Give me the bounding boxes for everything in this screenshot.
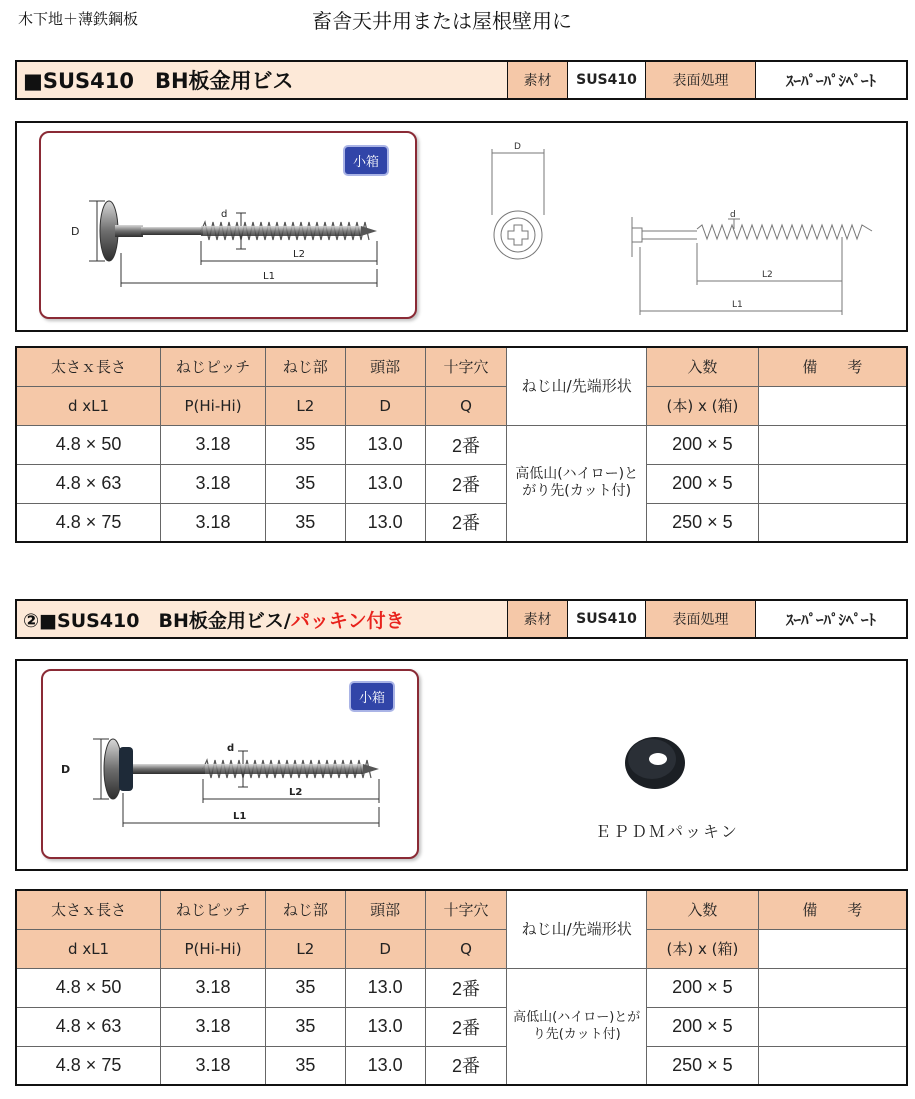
product-2-photo	[41, 669, 419, 859]
epdm-washer-image	[620, 733, 690, 793]
packing-label: パッキン付き	[290, 609, 405, 632]
cell-quantity: 200 × 5	[647, 464, 759, 503]
surface-label: 表面処理	[646, 601, 756, 637]
dim-L2-label: L2	[289, 787, 303, 798]
cell-pitch: 3.18	[161, 503, 266, 542]
table-row	[16, 503, 907, 542]
cell-pitch: 3.18	[161, 464, 266, 503]
cell-remarks	[758, 503, 907, 542]
cell-recess: 2番	[425, 968, 507, 1007]
small-box-badge: 小箱	[343, 145, 389, 176]
col-remarks: 備 考	[758, 347, 907, 386]
material-label: 素材	[508, 601, 568, 637]
cell-thread: 35	[265, 1007, 345, 1046]
cell-head: 13.0	[345, 968, 425, 1007]
product-2-name: ②■SUS410 BH板金用ビス/ パッキン付き	[17, 601, 508, 637]
table-row	[16, 968, 907, 1007]
dim-L1-label: L1	[233, 811, 247, 822]
col-remarks: 備 考	[758, 890, 907, 929]
cell-head: 13.0	[345, 425, 425, 464]
col-thread-sub: L2	[265, 386, 345, 425]
col-thread: ねじ部	[265, 890, 345, 929]
screw-technical-drawing	[422, 125, 892, 330]
product-2-title-bar	[15, 599, 908, 639]
table-row	[16, 1007, 907, 1046]
usage-title: 畜舎天井用または屋根壁用に	[312, 9, 572, 33]
cell-recess: 2番	[425, 464, 507, 503]
material-label: 素材	[508, 62, 568, 98]
cell-thread-shape: 高低山(ハイロー)とがり先(カット付)	[507, 968, 647, 1085]
col-thread: ねじ部	[265, 347, 345, 386]
col-quantity-sub: (本) x (箱)	[647, 929, 759, 968]
cell-pitch: 3.18	[161, 1046, 266, 1085]
drawing-L1-label: L1	[732, 300, 743, 310]
cell-size: 4.8 × 50	[16, 968, 161, 1007]
small-box-badge: 小箱	[349, 681, 395, 712]
dim-L1-label: L1	[263, 271, 275, 282]
cell-thread: 35	[265, 1046, 345, 1085]
col-quantity: 入数	[647, 347, 759, 386]
col-head-sub: D	[345, 386, 425, 425]
cell-pitch: 3.18	[161, 1007, 266, 1046]
drawing-d-label: d	[730, 210, 736, 220]
screw-photo-illustration	[41, 133, 415, 317]
cell-size: 4.8 × 75	[16, 1046, 161, 1085]
drawing-L2-label: L2	[762, 270, 773, 280]
col-recess-sub: Q	[425, 929, 507, 968]
cell-recess: 2番	[425, 503, 507, 542]
cell-thread: 35	[265, 503, 345, 542]
table-header-row-2	[16, 929, 907, 968]
cell-head: 13.0	[345, 1046, 425, 1085]
cell-quantity: 200 × 5	[647, 425, 759, 464]
col-remarks-sub	[758, 386, 907, 425]
col-pitch: ねじピッチ	[161, 347, 266, 386]
col-quantity: 入数	[647, 890, 759, 929]
cell-thread: 35	[265, 464, 345, 503]
cell-thread: 35	[265, 968, 345, 1007]
table-row	[16, 1046, 907, 1085]
col-recess-sub: Q	[425, 386, 507, 425]
table-header-row-1	[16, 890, 907, 929]
cell-head: 13.0	[345, 503, 425, 542]
col-pitch-sub: P(Hi-Hi)	[161, 386, 266, 425]
dim-d-label: d	[221, 209, 228, 220]
cell-quantity: 250 × 5	[647, 1046, 759, 1085]
col-head-sub: D	[345, 929, 425, 968]
material-note: 木下地＋薄鉄鋼板	[18, 10, 139, 28]
dim-L2-label: L2	[293, 249, 305, 260]
table-row	[16, 425, 907, 464]
product-2-spec-table	[15, 889, 908, 1086]
product-1-photo	[39, 131, 417, 319]
surface-value: ｽｰﾊﾟｰﾊﾟｼﾍﾟｰﾄ	[756, 62, 906, 98]
surface-value: ｽｰﾊﾟｰﾊﾟｼﾍﾟｰﾄ	[756, 601, 906, 637]
cell-size: 4.8 × 75	[16, 503, 161, 542]
product-1-image-box	[15, 121, 908, 332]
col-pitch-sub: P(Hi-Hi)	[161, 929, 266, 968]
dim-D-label: D	[61, 763, 71, 776]
col-size: 太さｘ長さ	[16, 347, 161, 386]
table-header-row-1	[16, 347, 907, 386]
cell-pitch: 3.18	[161, 425, 266, 464]
cell-thread-shape: 高低山(ハイロー)とがり先(カット付)	[507, 425, 647, 542]
col-size-sub: d xL1	[16, 386, 161, 425]
cell-remarks	[758, 464, 907, 503]
cell-thread: 35	[265, 425, 345, 464]
product-1-name: ■SUS410 BH板金用ビス	[17, 62, 508, 98]
screw-with-washer-illustration	[43, 671, 417, 857]
cell-pitch: 3.18	[161, 968, 266, 1007]
col-recess: 十字穴	[425, 890, 507, 929]
col-size-sub: d xL1	[16, 929, 161, 968]
cell-head: 13.0	[345, 1007, 425, 1046]
cell-recess: 2番	[425, 1007, 507, 1046]
cell-remarks	[758, 1007, 907, 1046]
cell-quantity: 200 × 5	[647, 968, 759, 1007]
dim-d-label: d	[227, 743, 235, 754]
surface-label: 表面処理	[646, 62, 756, 98]
cell-size: 4.8 × 50	[16, 425, 161, 464]
table-row	[16, 464, 907, 503]
drawing-D-label: D	[514, 142, 521, 152]
col-recess: 十字穴	[425, 347, 507, 386]
cell-remarks	[758, 1046, 907, 1085]
col-head: 頭部	[345, 890, 425, 929]
col-quantity-sub: (本) x (箱)	[647, 386, 759, 425]
cell-recess: 2番	[425, 1046, 507, 1085]
product-2-image-box	[15, 659, 908, 871]
product-1-spec-table	[15, 346, 908, 543]
col-size: 太さｘ長さ	[16, 890, 161, 929]
material-value: SUS410	[568, 62, 646, 98]
col-thread-shape: ねじ山/先端形状	[507, 890, 647, 968]
cell-remarks	[758, 968, 907, 1007]
cell-size: 4.8 × 63	[16, 1007, 161, 1046]
col-head: 頭部	[345, 347, 425, 386]
cell-quantity: 250 × 5	[647, 503, 759, 542]
col-thread-sub: L2	[265, 929, 345, 968]
cell-size: 4.8 × 63	[16, 464, 161, 503]
col-remarks-sub	[758, 929, 907, 968]
product-1-title-bar	[15, 60, 908, 100]
cell-remarks	[758, 425, 907, 464]
cell-head: 13.0	[345, 464, 425, 503]
col-thread-shape: ねじ山/先端形状	[507, 347, 647, 425]
dim-D-label: D	[71, 225, 80, 238]
material-value: SUS410	[568, 601, 646, 637]
col-pitch: ねじピッチ	[161, 890, 266, 929]
table-header-row-2	[16, 386, 907, 425]
cell-recess: 2番	[425, 425, 507, 464]
washer-label: ＥＰＤＭパッキン	[595, 822, 739, 841]
cell-quantity: 200 × 5	[647, 1007, 759, 1046]
